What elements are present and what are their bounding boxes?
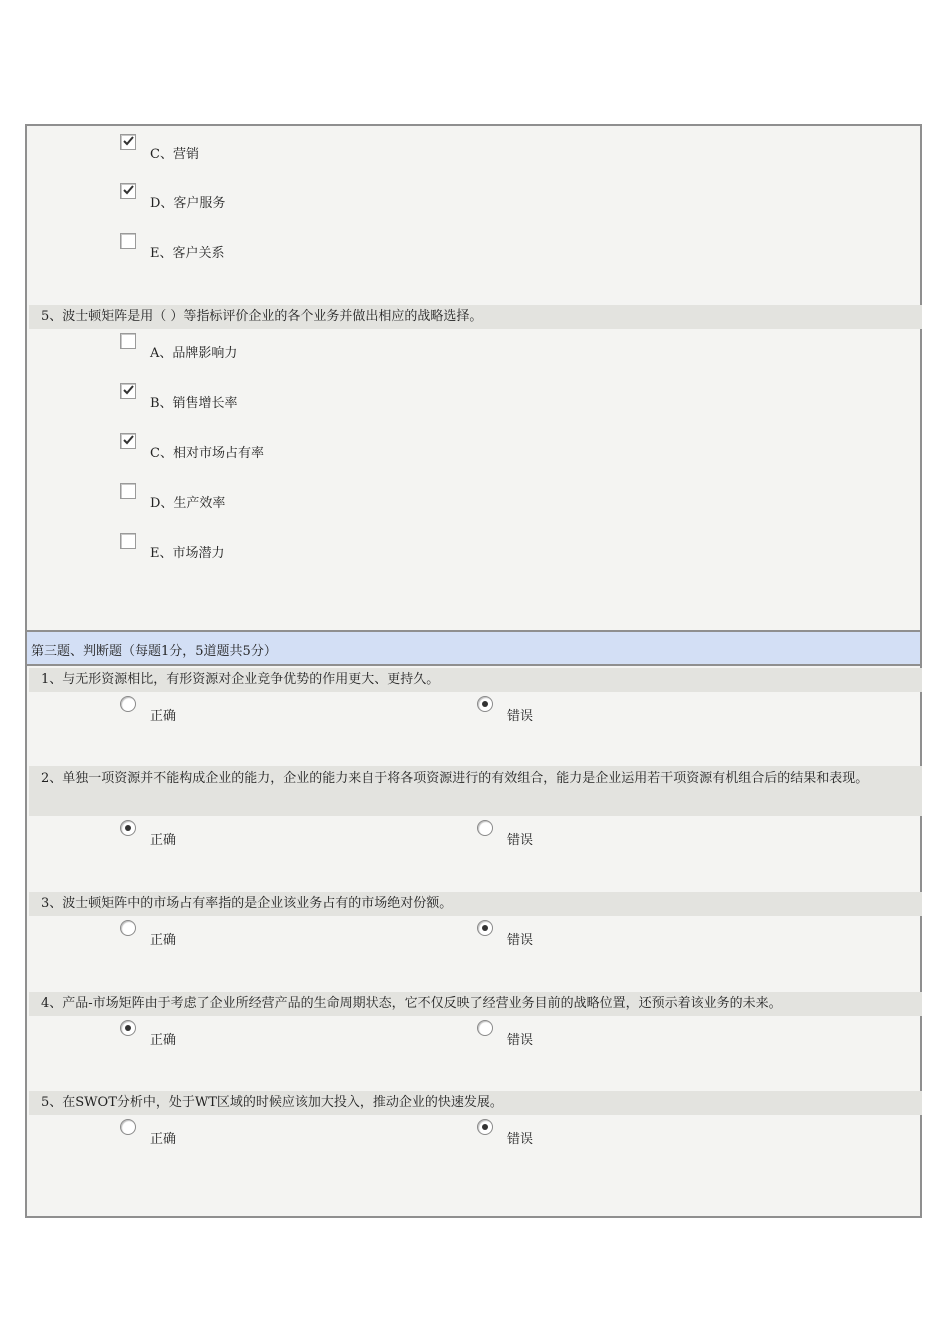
radio-button[interactable] (477, 1119, 493, 1135)
radio-button[interactable] (477, 696, 493, 712)
question-text: 1、与无形资源相比，有形资源对企业竞争优势的作用更大、更持久。 (41, 672, 440, 687)
option-label: D、生产效率 (150, 496, 226, 511)
radio-label: 错误 (507, 1033, 534, 1048)
checkmark-icon (122, 184, 134, 196)
radio-selected-dot (482, 701, 488, 707)
radio-true[interactable] (120, 820, 220, 846)
radio-selected-dot (482, 1124, 488, 1130)
radio-true[interactable] (120, 920, 220, 946)
option-label: C、营销 (150, 147, 199, 162)
radio-button[interactable] (120, 820, 136, 836)
option-label: E、客户关系 (150, 246, 225, 261)
radio-button[interactable] (120, 696, 136, 712)
question-text: 5、在SWOT分析中，处于WT区域的时候应该加大投入，推动企业的快速发展。 (41, 1095, 503, 1110)
option-label: D、客户服务 (150, 196, 226, 211)
radio-selected-dot (482, 925, 488, 931)
checkbox[interactable] (120, 433, 136, 449)
radio-button[interactable] (477, 820, 493, 836)
radio-button[interactable] (120, 1020, 136, 1036)
radio-label: 正确 (150, 1132, 177, 1147)
radio-label: 错误 (507, 1132, 534, 1147)
question-bar (29, 892, 922, 916)
question-text: 2、单独一项资源并不能构成企业的能力，企业的能力来自于将各项资源进行的有效组合，能力是企业运用若干项资源有机组合后的结果和表现。 (41, 771, 869, 786)
checkbox[interactable] (120, 383, 136, 399)
radio-true[interactable] (120, 1119, 220, 1145)
radio-false[interactable] (477, 920, 577, 946)
radio-button[interactable] (120, 1119, 136, 1135)
option-label: E、市场潜力 (150, 546, 225, 561)
radio-label: 正确 (150, 709, 177, 724)
radio-label: 错误 (507, 833, 534, 848)
checkmark-icon (122, 384, 134, 396)
question-bar (29, 992, 922, 1016)
radio-selected-dot (125, 1025, 131, 1031)
question-bar (29, 305, 922, 329)
radio-label: 正确 (150, 833, 177, 848)
checkbox[interactable] (120, 533, 136, 549)
option-label: C、相对市场占有率 (150, 446, 264, 461)
radio-false[interactable] (477, 820, 577, 846)
checkbox[interactable] (120, 483, 136, 499)
radio-button[interactable] (477, 1020, 493, 1036)
radio-label: 错误 (507, 709, 534, 724)
question-bar (29, 668, 922, 692)
question-text: 4、产品-市场矩阵由于考虑了企业所经营产品的生命周期状态，它不仅反映了经营业务目前的战略位置，还预示着该业务的未来。 (41, 996, 782, 1011)
quiz-panel (25, 124, 922, 1218)
question-text: 3、波士顿矩阵中的市场占有率指的是企业该业务占有的市场绝对份额。 (41, 896, 453, 911)
checkmark-icon (122, 434, 134, 446)
radio-true[interactable] (120, 696, 220, 722)
radio-false[interactable] (477, 1020, 577, 1046)
question-text: 5、波士顿矩阵是用（ ）等指标评价企业的各个业务并做出相应的战略选择。 (41, 309, 483, 324)
section-header (27, 630, 920, 666)
radio-false[interactable] (477, 1119, 577, 1145)
checkbox[interactable] (120, 333, 136, 349)
radio-label: 正确 (150, 933, 177, 948)
option-label: B、销售增长率 (150, 396, 238, 411)
checkbox[interactable] (120, 134, 136, 150)
radio-false[interactable] (477, 696, 577, 722)
radio-true[interactable] (120, 1020, 220, 1046)
radio-button[interactable] (477, 920, 493, 936)
radio-label: 正确 (150, 1033, 177, 1048)
radio-label: 错误 (507, 933, 534, 948)
question-bar (29, 766, 922, 816)
checkbox[interactable] (120, 233, 136, 249)
option-label: A、品牌影响力 (150, 346, 238, 361)
section-title: 第三题、判断题（每题1分，5道题共5分） (31, 644, 277, 659)
radio-button[interactable] (120, 920, 136, 936)
radio-selected-dot (125, 825, 131, 831)
checkmark-icon (122, 135, 134, 147)
question-bar (29, 1091, 922, 1115)
checkbox[interactable] (120, 183, 136, 199)
